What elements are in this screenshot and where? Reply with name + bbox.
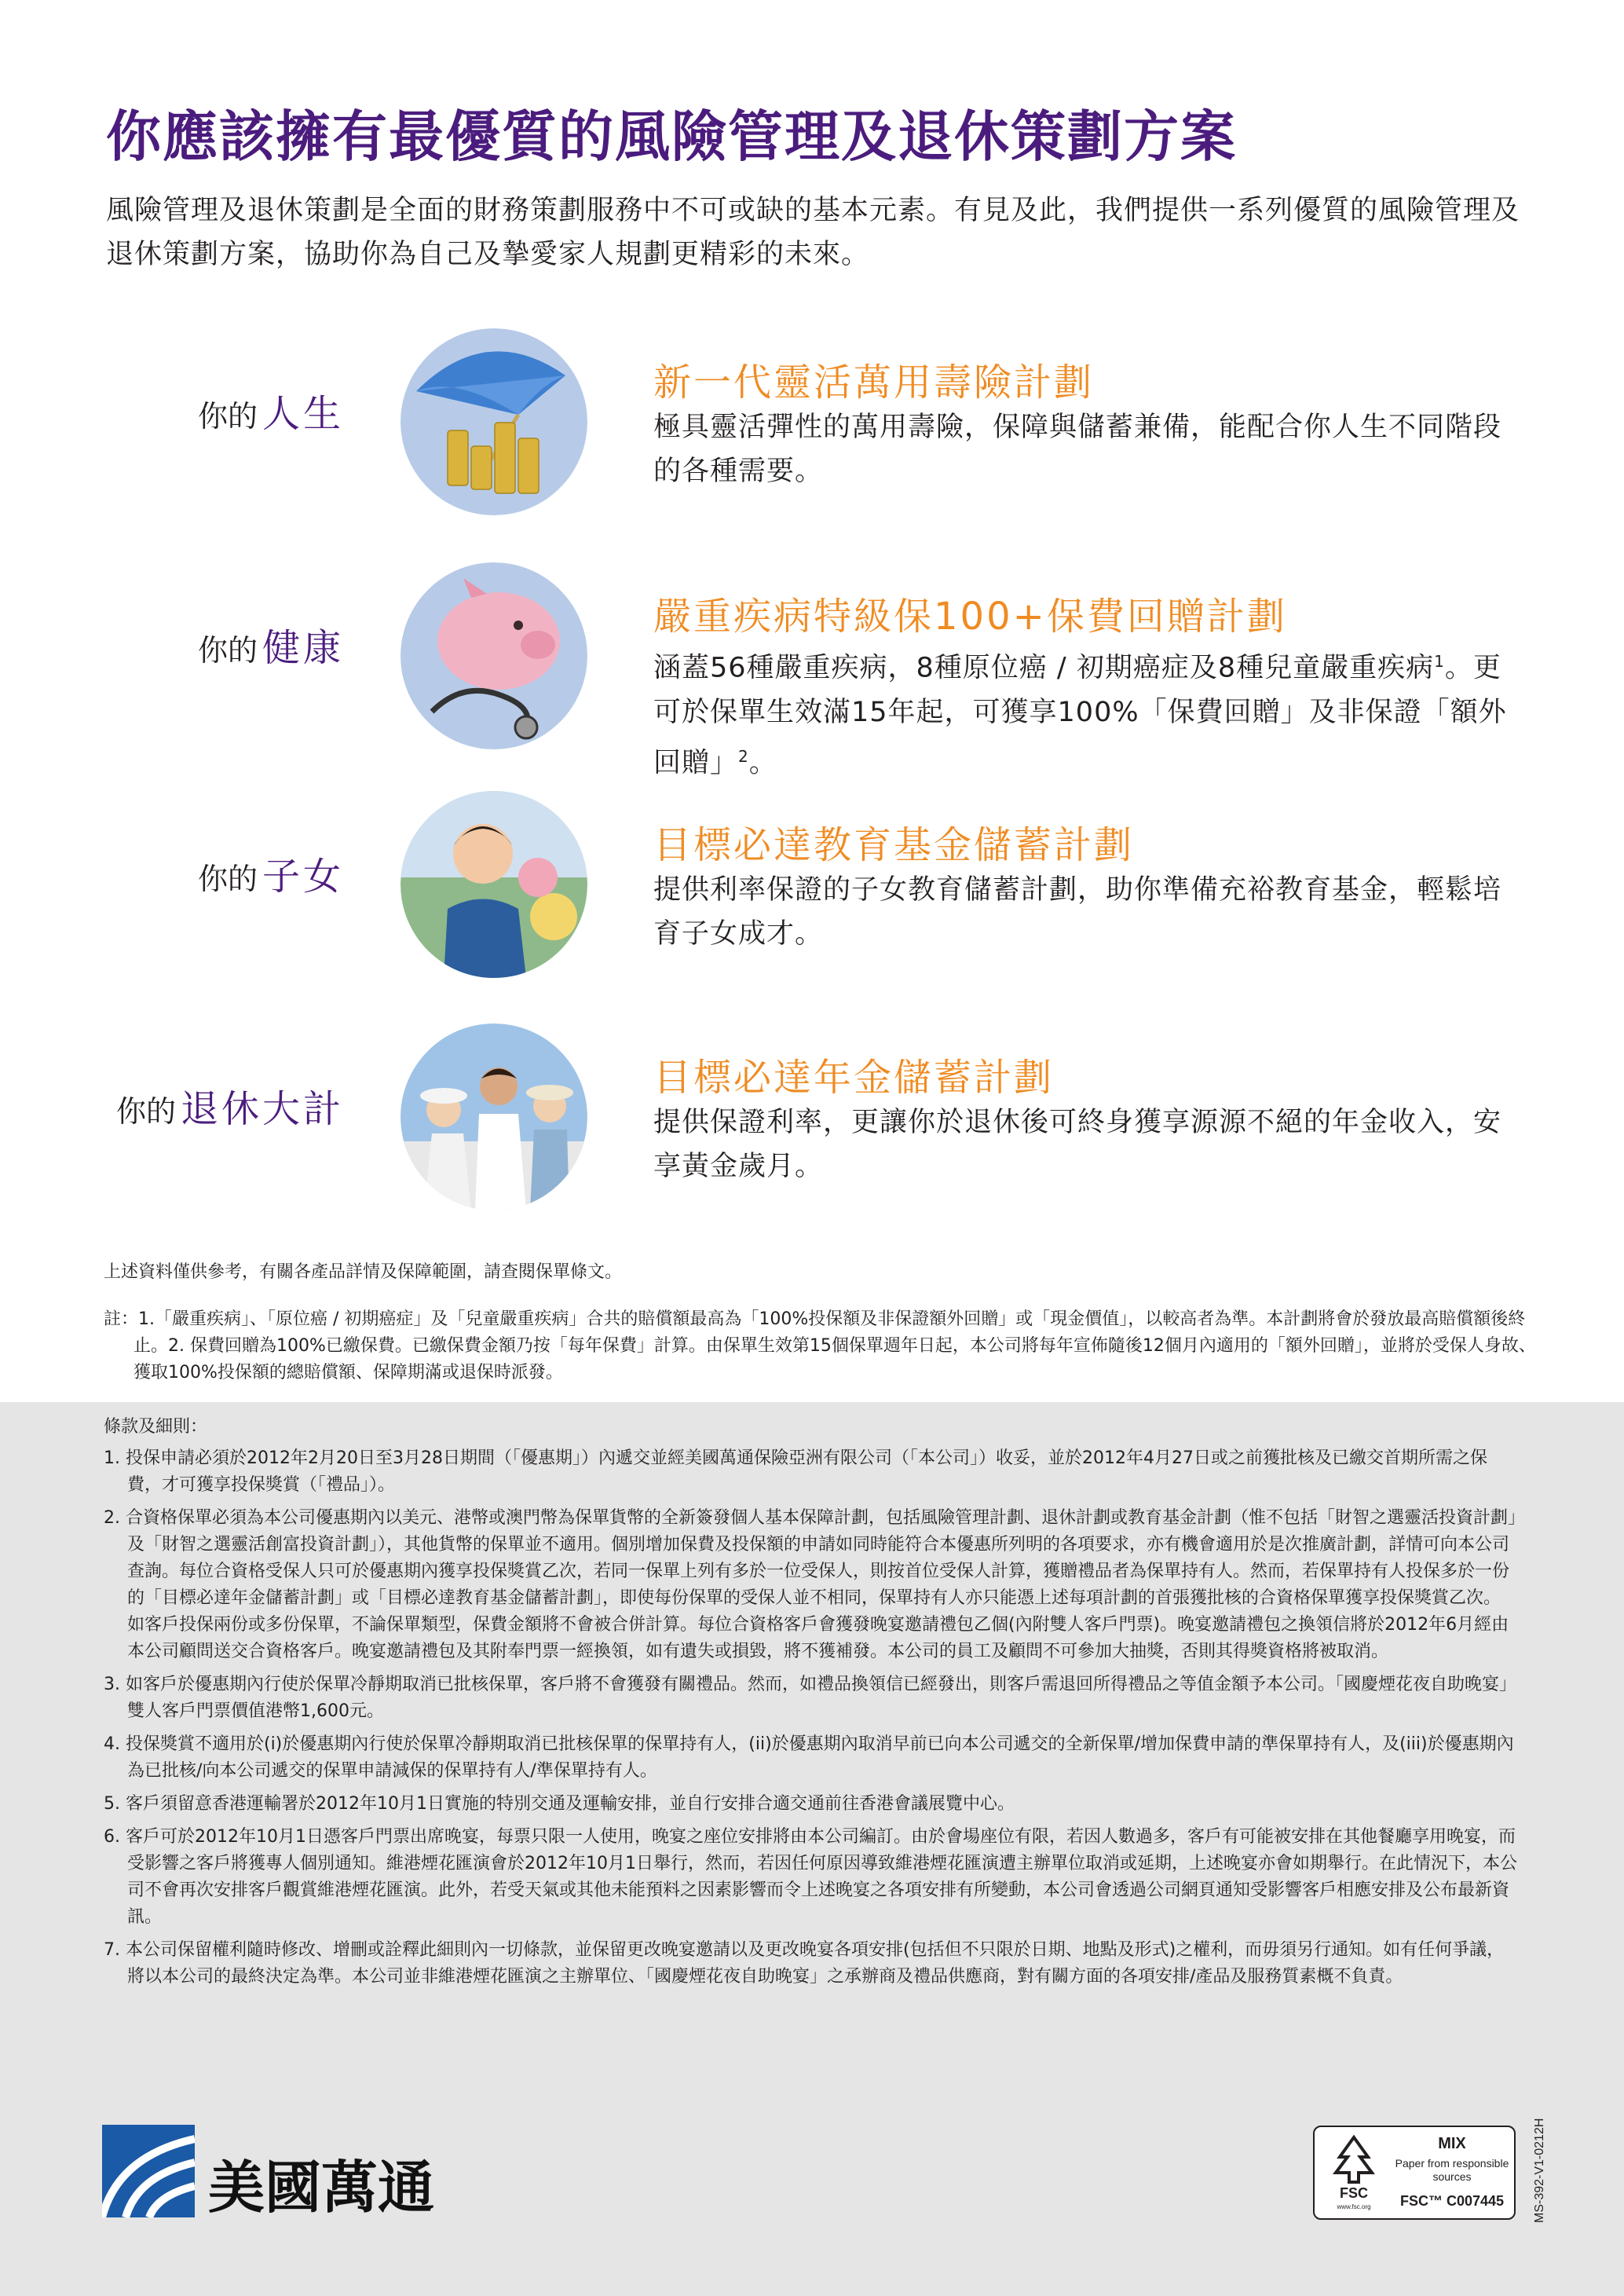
product-description: 提供利率保證的子女教育儲蓄計劃，助你準備充裕教育基金，輕鬆培育子女成才。 bbox=[653, 874, 1502, 950]
fsc-tree-icon bbox=[1324, 2133, 1384, 2212]
footnote-marker: 1 bbox=[1434, 652, 1445, 671]
svg-text:www.fsc.org: www.fsc.org bbox=[1337, 2203, 1371, 2210]
fsc-mix-label: MIX bbox=[1438, 2135, 1466, 2152]
fsc-sub-label: Paper from responsible sources bbox=[1395, 2157, 1509, 2183]
page-title: 你應該擁有最優質的風險管理及退休策劃方案 bbox=[106, 104, 1237, 169]
reference-note: 上述資料僅供參考，有關各產品詳情及保障範圍，請查閱保單條文。 bbox=[104, 1262, 623, 1282]
family-photo-image bbox=[401, 1023, 587, 1210]
row-label bbox=[198, 383, 344, 438]
product-title: 嚴重疾病特級保100+保費回贈計劃 bbox=[653, 595, 1287, 639]
terms-list bbox=[104, 1445, 1517, 1997]
svg-text:FSC: FSC bbox=[1340, 2185, 1368, 2201]
label-prefix: 你的 bbox=[197, 862, 258, 896]
piggy-bank-image bbox=[401, 562, 587, 749]
terms-item: 7. 本公司保留權利隨時修改、增刪或詮釋此細則內一切條款，並保留更改晚宴邀請以及更改晚宴各項安排(包括但不只限於日期、地點及形式)之權利，而毋須另行通知。如有任何爭議，將以本公司的最終決定為準。本公司並非維港煙花匯演之主辦單位、「國慶煙花夜自助晚宴」之承辦商及禮品供應商，對有關方面的各項安排/產品及服務質素概不負責。 bbox=[104, 1940, 1505, 1987]
product-description: 提供保證利率，更讓你於退休後可終身獲享源源不絕的年金收入，安享黃金歲月。 bbox=[653, 1107, 1502, 1182]
product-row-children bbox=[0, 791, 1624, 987]
fsc-certification-badge bbox=[1313, 2126, 1516, 2220]
footnotes: 註：1.「嚴重疾病」、「原位癌 / 初期癌症」及「兒童嚴重疾病」合共的賠償額最高為「100%投保額及非保證額外回贈」或「現金價值」，以較高者為準。本計劃將會於發放最高賠償額後終止。2. 保費回贈為100%已繳保費。已繳保費金額乃按「每年保費」計算。由保單生效第15個保單週年日起，本公司將每年宣佈隨後12個月內適用的「額外回贈」，並將於受保人身故、獲取100%投保額的總賠償額、保障期滿或退保時派發。 bbox=[104, 1309, 1536, 1382]
description-text: 。 bbox=[748, 747, 777, 779]
label-keyword: 退休大計 bbox=[180, 1087, 344, 1131]
umbrella-coins-image bbox=[401, 328, 587, 515]
logo-wordmark: 美國萬通 bbox=[208, 2154, 435, 2221]
row-label bbox=[198, 846, 344, 900]
row-label bbox=[198, 617, 344, 672]
child-photo-image bbox=[401, 791, 587, 978]
label-prefix: 你的 bbox=[115, 1094, 176, 1129]
footnote-marker: 2 bbox=[738, 746, 749, 766]
product-description bbox=[653, 639, 1517, 785]
terms-heading: 條款及細則： bbox=[104, 1417, 208, 1437]
terms-item: 5. 客戶須留意香港運輸署於2012年10月1日實施的特別交通及運輸安排，並自行安排合適交通前往香港會議展覽中心。 bbox=[104, 1794, 1015, 1814]
terms-item: 1. 投保申請必須於2012年2月20日至3月28日期間（「優惠期」）內遞交並經美國萬通保險亞洲有限公司（「本公司」）收妥，並於2012年4月27日或之前獲批核及已繳交首期所需之保費，才可獲享投保獎賞（「禮品」）。 bbox=[104, 1448, 1487, 1495]
label-prefix: 你的 bbox=[197, 399, 258, 434]
document-code: MS-392-V1-0212H bbox=[1533, 2118, 1546, 2223]
product-row-life bbox=[0, 328, 1624, 525]
product-title: 目標必達年金儲蓄計劃 bbox=[653, 1056, 1055, 1100]
terms-item: 6. 客戶可於2012年10月1日憑客戶門票出席晚宴，每票只限一人使用，晚宴之座位安排將由本公司編訂。由於會場座位有限，若因人數過多，客戶有可能被安排在其他餐廳享用晚宴，而受影響之客戶將獲專人個別通知。維港煙花匯演會於2012年10月1日舉行，然而，若因任何原因導致維港煙花匯演遭主辦單位取消或延期，上述晚宴亦會如期舉行。在此情況下，本公司不會再次安排客戶觀賞維港煙花匯演。此外，若受天氣或其他未能預料之因素影響而令上述晚宴之各項安排有所變動，本公司會透過公司網頁通知受影響客戶相應安排及公布最新資訊。 bbox=[104, 1827, 1517, 1927]
terms-item: 2. 合資格保單必須為本公司優惠期內以美元、港幣或澳門幣為保單貨幣的全新簽發個人基本保障計劃，包括風險管理計劃、退休計劃或教育基金計劃（惟不包括「財智之選靈活投資計劃」及「財智之選靈活創富投資計劃」），其他貨幣的保單並不適用。個別增加保費及投保額的申請如同時能符合本優惠所列明的各項要求，亦有機會適用於是次推廣計劃，詳情可向本公司查詢。每位合資格受保人只可於優惠期內獲享投保獎賞乙次，若同一保單上列有多於一位受保人，則按首位受保人計算，獲贈禮品者為保單持有人。然而，若保單持有人投保多於一份的「目標必達年金儲蓄計劃」或「目標必達教育基金儲蓄計劃」，即使每份保單的受保人並不相同，保單持有人亦只能憑上述每項計劃的首張獲批核的合資格保單獲享投保獎賞乙次。如客戶投保兩份或多份保單，不論保單類型，保費金額將不會被合併計算。每位合資格客戶會獲發晚宴邀請禮包乙個(內附雙人客戶門票)。晚宴邀請禮包之換領信將於2012年6月經由本公司顧問送交合資格客戶。晚宴邀請禮包及其附奉門票一經換領，如有遺失或損毀，將不獲補發。本公司的員工及顧問不可參加大抽獎，否則其得獎資格將被取消。 bbox=[104, 1508, 1516, 1661]
product-row-health bbox=[0, 562, 1624, 779]
product-title: 新一代靈活萬用壽險計劃 bbox=[653, 361, 1095, 405]
description-text: 涵蓋56種嚴重疾病，8種原位癌 / 初期癌症及8種兒童嚴重疾病 bbox=[653, 652, 1435, 684]
product-description: 極具靈活彈性的萬用壽險，保障與儲蓄兼備，能配合你人生不同階段的各種需要。 bbox=[653, 412, 1502, 487]
product-title: 目標必達教育基金儲蓄計劃 bbox=[653, 823, 1135, 867]
label-keyword: 子女 bbox=[262, 855, 344, 899]
label-prefix: 你的 bbox=[197, 633, 258, 668]
label-keyword: 健康 bbox=[262, 626, 344, 670]
massmutual-logo-icon bbox=[102, 2125, 195, 2217]
description-text: 。更可於保單生效滿15年起，可獲享100%「保費回贈」及非保證「額外回贈」 bbox=[653, 652, 1507, 779]
company-logo bbox=[102, 2125, 510, 2219]
terms-item: 3. 如客戶於優惠期內行使於保單冷靜期取消已批核保單，客戶將不會獲發有關禮品。然而，如禮品換領信已經發出，則客戶需退回所得禮品之等值金額予本公司。「國慶煙花夜自助晚宴」雙人客戶門票價值港幣1,600元。 bbox=[104, 1675, 1516, 1721]
product-row-retirement bbox=[0, 1023, 1624, 1220]
fsc-code-label: FSC™ C007445 bbox=[1399, 2193, 1505, 2209]
terms-item: 4. 投保獎賞不適用於(i)於優惠期內行使於保單冷靜期取消已批核保單的保單持有人，(ii)於優惠期內取消早前已向本公司遞交的全新保單/增加保費申請的準保單持有人，及(iii)於優惠期內為已批核/向本公司遞交的保單申請減保的保單持有人/準保單持有人。 bbox=[104, 1734, 1514, 1781]
label-keyword: 人生 bbox=[262, 392, 344, 436]
intro-paragraph: 風險管理及退休策劃是全面的財務策劃服務中不可或缺的基本元素。有見及此，我們提供一系列優質的風險管理及退休策劃方案，協助你為自己及摯愛家人規劃更精彩的未來。 bbox=[106, 195, 1520, 270]
row-label bbox=[116, 1078, 344, 1133]
